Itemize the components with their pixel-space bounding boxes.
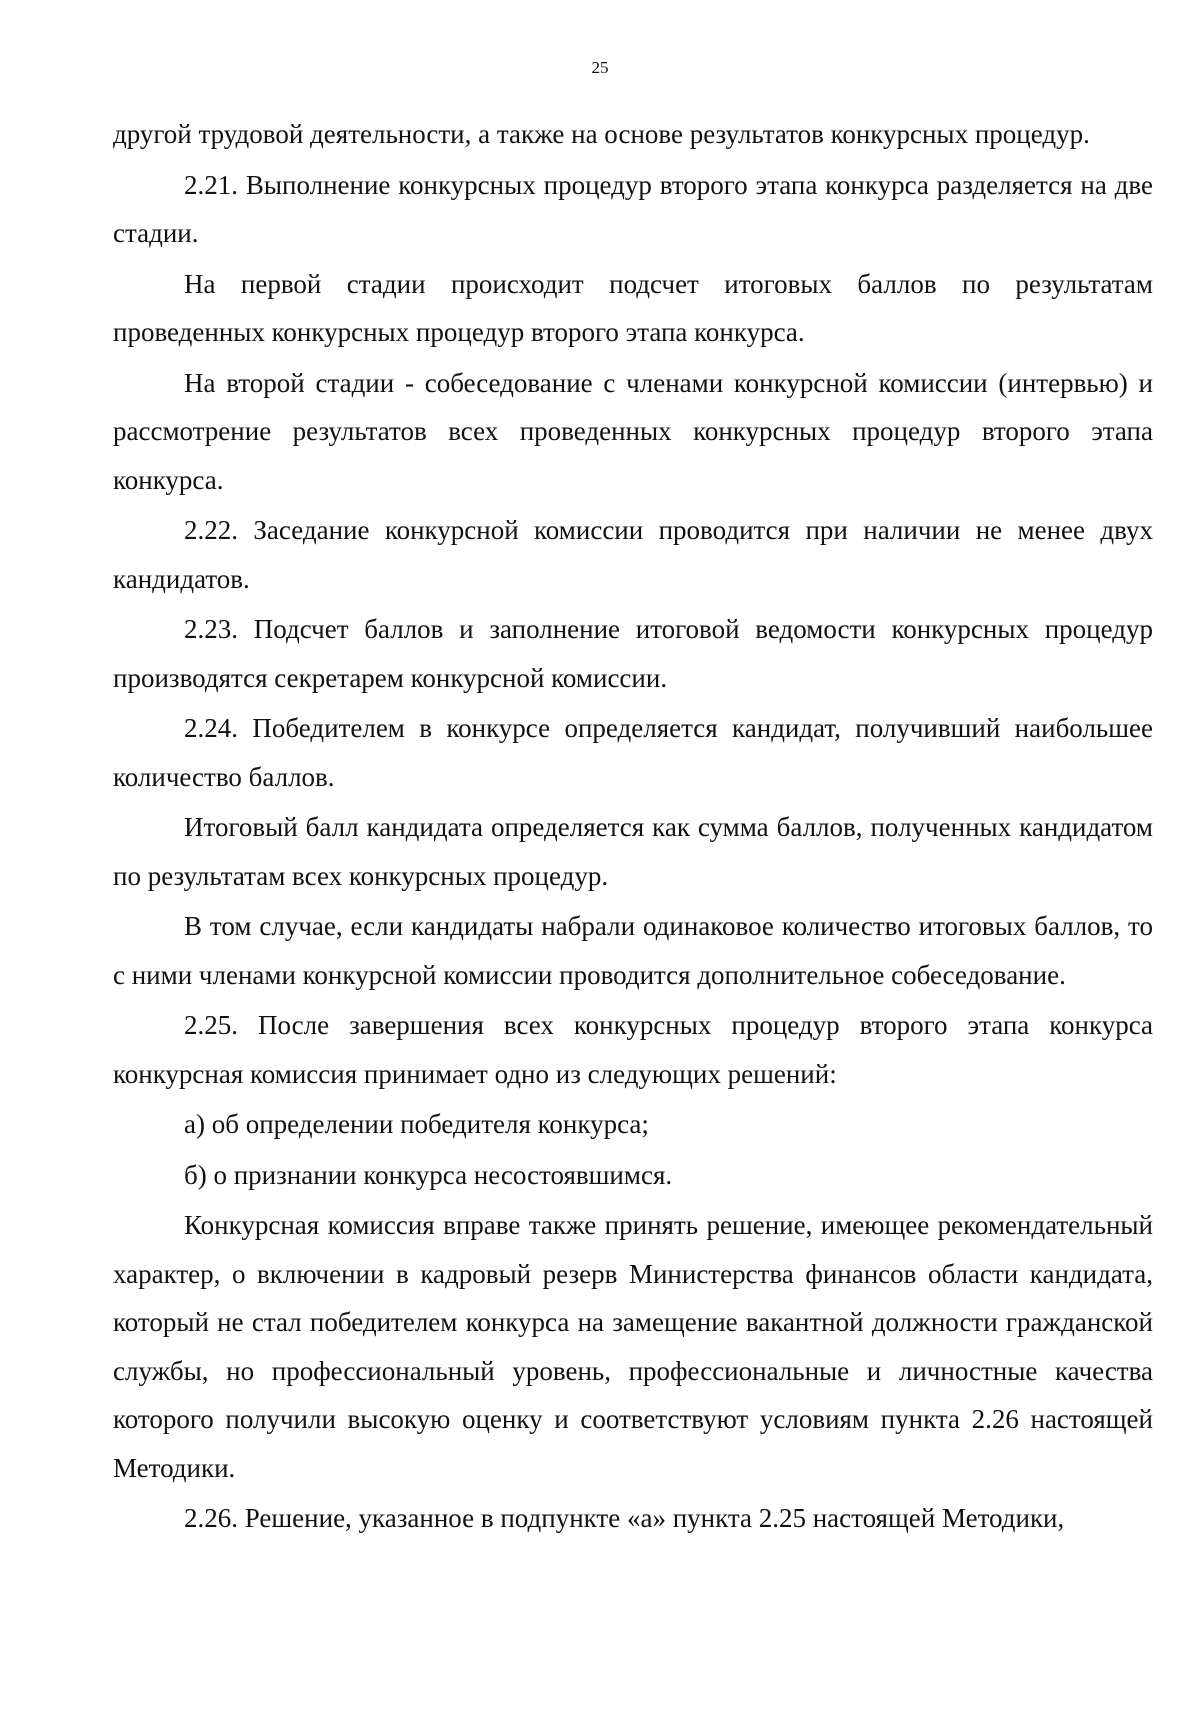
paragraph: 2.25. После завершения всех конкурсных процедур второго этапа конкурса конкурсная комиссия принимает одно из следующих решений: bbox=[113, 1010, 1153, 1089]
paragraph: На второй стадии - собеседование с членами конкурсной комиссии (интервью) и рассмотрение результатов всех проведенных конкурсных процедур второго этапа конкурса. bbox=[113, 367, 1153, 495]
paragraph: а) об определении победителя конкурса; bbox=[184, 1109, 649, 1139]
paragraph: 2.23. Подсчет баллов и заполнение итоговой ведомости конкурсных процедур производятся секретарем конкурсной комиссии. bbox=[113, 614, 1153, 693]
paragraph: Итоговый балл кандидата определяется как сумма баллов, полученных кандидатом по результатам всех конкурсных процедур. bbox=[113, 812, 1153, 891]
document-body bbox=[113, 110, 1153, 1543]
paragraph: 2.21. Выполнение конкурсных процедур второго этапа конкурса разделяется на две стадии. bbox=[113, 169, 1153, 248]
paragraph: Конкурсная комиссия вправе также принять решение, имеющее рекомендательный характер, о включении в кадровый резерв Министерства финансов области кандидата, который не стал победителем конкурса на замещение вакантной должности гражданской службы, но профессиональный уровень, профессиональные и личностные качества которого получили высокую оценку и соответствуют условиям пункта 2.26 настоящей Методики. bbox=[113, 1210, 1153, 1483]
paragraph: В том случае, если кандидаты набрали одинаковое количество итоговых баллов, то с ними членами конкурсной комиссии проводится дополнительное собеседование. bbox=[113, 911, 1153, 990]
paragraph: б) о признании конкурса несостоявшимся. bbox=[184, 1159, 673, 1190]
page-number: 25 bbox=[591, 58, 609, 77]
paragraph: 2.24. Победителем в конкурсе определяется кандидат, получивший наибольшее количество баллов. bbox=[113, 713, 1153, 792]
paragraph: На первой стадии происходит подсчет итоговых баллов по результатам проведенных конкурсных процедур второго этапа конкурса. bbox=[113, 268, 1153, 347]
paragraph: 2.26. Решение, указанное в подпункте «а» пункта 2.25 настоящей Методики, bbox=[184, 1503, 1065, 1533]
paragraph: 2.22. Заседание конкурсной комиссии проводится при наличии не менее двух кандидатов. bbox=[113, 515, 1153, 594]
paragraph: другой трудовой деятельности, а также на основе результатов конкурсных процедур. bbox=[113, 119, 1090, 149]
